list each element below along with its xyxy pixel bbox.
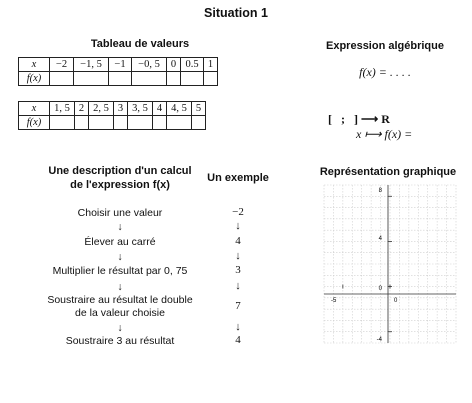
example-arrow: ↓ bbox=[235, 250, 241, 262]
y-tick-label-0: 0 bbox=[378, 286, 382, 292]
step-text: Choisir une valeur bbox=[77, 207, 163, 219]
x-value-cell: 2, 5 bbox=[89, 102, 114, 116]
x-tick-label-minus5: -5 bbox=[331, 298, 337, 304]
table-heading: Tableau de valeurs bbox=[90, 38, 190, 50]
description-steps bbox=[15, 0, 225, 403]
description-heading-line2: de l'expression f(x) bbox=[70, 179, 170, 191]
x-value-cell: −1, 5 bbox=[74, 58, 109, 72]
x-value-cell: 2 bbox=[75, 102, 89, 116]
example-value: 4 bbox=[235, 334, 241, 346]
graph-heading: Représentation graphique bbox=[319, 166, 457, 178]
step-text: Soustraire au résultat le double bbox=[47, 294, 193, 306]
step-arrow: ↓ bbox=[117, 281, 123, 293]
function-mapping: x ⟼ f(x) = bbox=[356, 127, 413, 141]
example-value: 7 bbox=[235, 300, 241, 312]
fx-header-cell: f(x) bbox=[19, 116, 50, 130]
step-arrow: ↓ bbox=[117, 322, 123, 334]
expression-formula: f(x) = . . . . bbox=[359, 65, 411, 79]
example-value: 4 bbox=[235, 235, 241, 247]
x-value-cell: −0, 5 bbox=[132, 58, 167, 72]
example-values bbox=[218, 0, 258, 403]
x-header-cell: x bbox=[19, 58, 50, 72]
x-value-cell: 4, 5 bbox=[167, 102, 192, 116]
x-value-cell: 0.5 bbox=[181, 58, 204, 72]
y-tick-label-minus4: -4 bbox=[376, 337, 382, 343]
graph-canvas[interactable] bbox=[320, 183, 460, 345]
fx-header-cell: f(x) bbox=[19, 72, 50, 86]
x-value-cell: 3 bbox=[114, 102, 128, 116]
x-value-cell: 5 bbox=[192, 102, 206, 116]
x-header-cell: x bbox=[19, 102, 50, 116]
function-domain: [ ; ] ⟶ R bbox=[328, 112, 390, 126]
page-title: Situation 1 bbox=[204, 6, 268, 20]
step-text: Multiplier le résultat par 0, 75 bbox=[52, 265, 188, 277]
step-arrow: ↓ bbox=[117, 221, 123, 233]
x-value-cell: 0 bbox=[167, 58, 181, 72]
step-text: Soustraire 3 au résultat bbox=[65, 335, 175, 347]
x-value-cell: −1 bbox=[109, 58, 132, 72]
y-tick-label-4: 4 bbox=[378, 236, 382, 242]
step-text: de la valeur choisie bbox=[75, 307, 165, 319]
y-tick-label-8: 8 bbox=[378, 188, 382, 194]
x-value-cell: 1, 5 bbox=[50, 102, 75, 116]
x-tick-label-0: 0 bbox=[394, 298, 398, 304]
x-value-cell: 4 bbox=[153, 102, 167, 116]
example-arrow: ↓ bbox=[235, 280, 241, 292]
step-arrow: ↓ bbox=[117, 251, 123, 263]
x-value-cell: −2 bbox=[50, 58, 74, 72]
example-heading: Un exemple bbox=[207, 172, 269, 184]
graph-grid bbox=[324, 185, 456, 343]
example-arrow: ↓ bbox=[235, 321, 241, 333]
description-heading-line1: Une description d'un calcul bbox=[48, 165, 192, 177]
expression-heading: Expression algébrique bbox=[326, 40, 444, 52]
example-value: −2 bbox=[232, 206, 244, 218]
step-text: Élever au carré bbox=[84, 236, 156, 248]
example-value: 3 bbox=[235, 264, 241, 276]
x-value-cell: 1 bbox=[204, 58, 218, 72]
x-value-cell: 3, 5 bbox=[128, 102, 153, 116]
example-arrow: ↓ bbox=[235, 220, 241, 232]
